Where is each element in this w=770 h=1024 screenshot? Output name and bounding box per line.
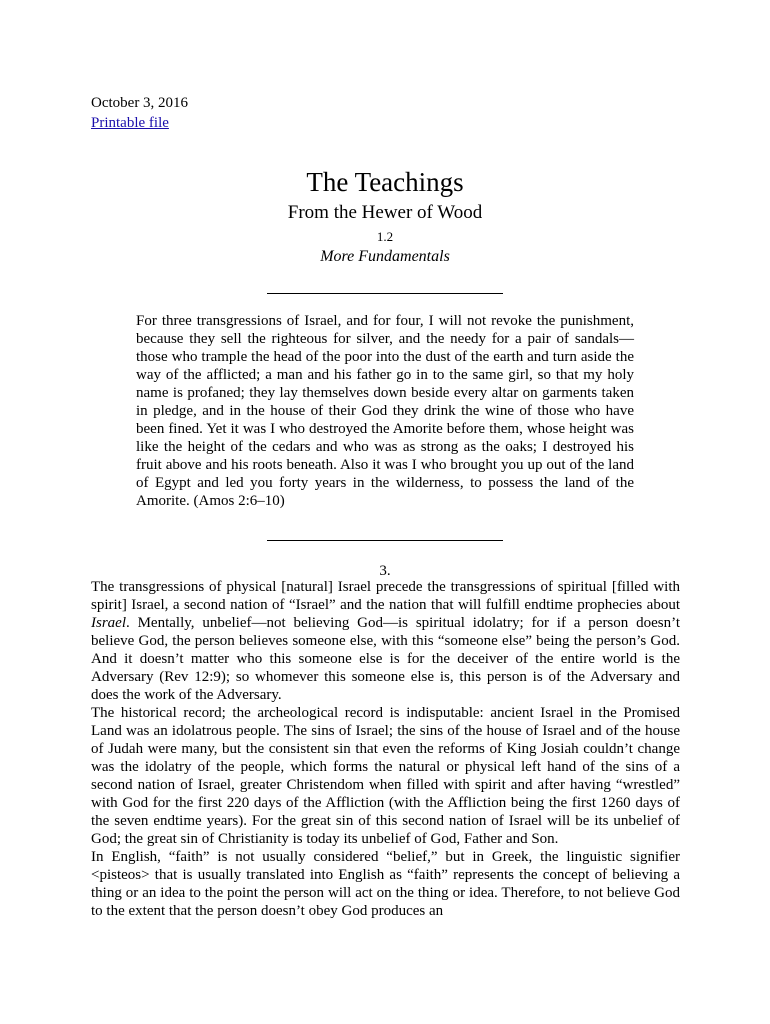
page-subtitle: From the Hewer of Wood [287,202,483,223]
divider-bottom [267,540,503,541]
document-header [0,165,770,267]
section-title: More Fundamentals [320,248,450,265]
body-paragraph-1: The transgressions of physical [natural] Israel precede the transgressions of spiritual [filled with spirit] Israel, a second nation of “Israel” and the nation that will fulfill endtime prophecies about Israel. Mentally, unbelief—not believing God—is spiritual idolatry; for if a person doesn’t believe God, the person believes someone else, with this “someone else” being the person’s God. And it doesn’t matter who this someone else is for the deceiver of the entire world is the Adversary (Rev 12:9); so whomever this someone else is, this person is of the Adversary and does the work of the Adversary. [91,579,680,703]
publication-date: October 3, 2016 [91,95,189,111]
body-paragraph-2: The historical record; the archeological record is indisputable: ancient Israel in the Promised Land was an idolatrous people. The sins of Israel; the sins of the house of Israel and of the house of Judah were many, but the consistent sin that even the reforms of King Josiah couldn’t change was the idolatry of the people, which forms the natural or physical left hand of the sins of a second nation of Israel, greater Christendom when filled with spirit and after having “wrestled” with God for the first 220 days of the Affliction (with the Affliction being the first 1260 days of the seven endtime years). For the great sin of this second nation of Israel will be its unbelief of God; the great sin of Christianity is today its unbelief of God, Father and Son. [91,705,680,847]
body-paragraph-3: In English, “faith” is not usually considered “belief,” but in Greek, the linguistic signifier <pisteos> that is usually translated into English as “faith” represents the concept of believing a thing or an idea to the point the person will act on the thing or idea. Therefore, to not believe God to the extent that the person doesn’t obey God produces an [91,849,680,919]
page-title: The Teachings [306,167,464,197]
body-text [91,578,680,920]
scripture-quote: For three transgressions of Israel, and for four, I will not revoke the punishment, because they sell the righteous for silver, and the needy for a pair of sandals—those who trample the head of the poor into the dust of the earth and turn aside the way of the afflicted; a man and his father go in to the same girl, so that my holy name is profaned; they lay themselves down beside every altar on garments taken in pledge, and in the house of their God they drink the wine of those who have been fined. Yet it was I who destroyed the Amorite before them, whose height was like the height of the cedars and who was as strong as the oaks; I destroyed his fruit above and his roots beneath. Also it was I who brought you up out of the land of Egypt and led you forty years in the wilderness, to possess the land of the Amorite. (Amos 2:6–10) [136,313,634,509]
section-number: 1.2 [376,229,394,244]
divider-top [267,293,503,294]
printable-file-link[interactable]: Printable file [91,115,169,131]
part-number: 3. [379,563,391,579]
document-meta [91,93,188,133]
italic-israel: Israel [91,615,126,631]
